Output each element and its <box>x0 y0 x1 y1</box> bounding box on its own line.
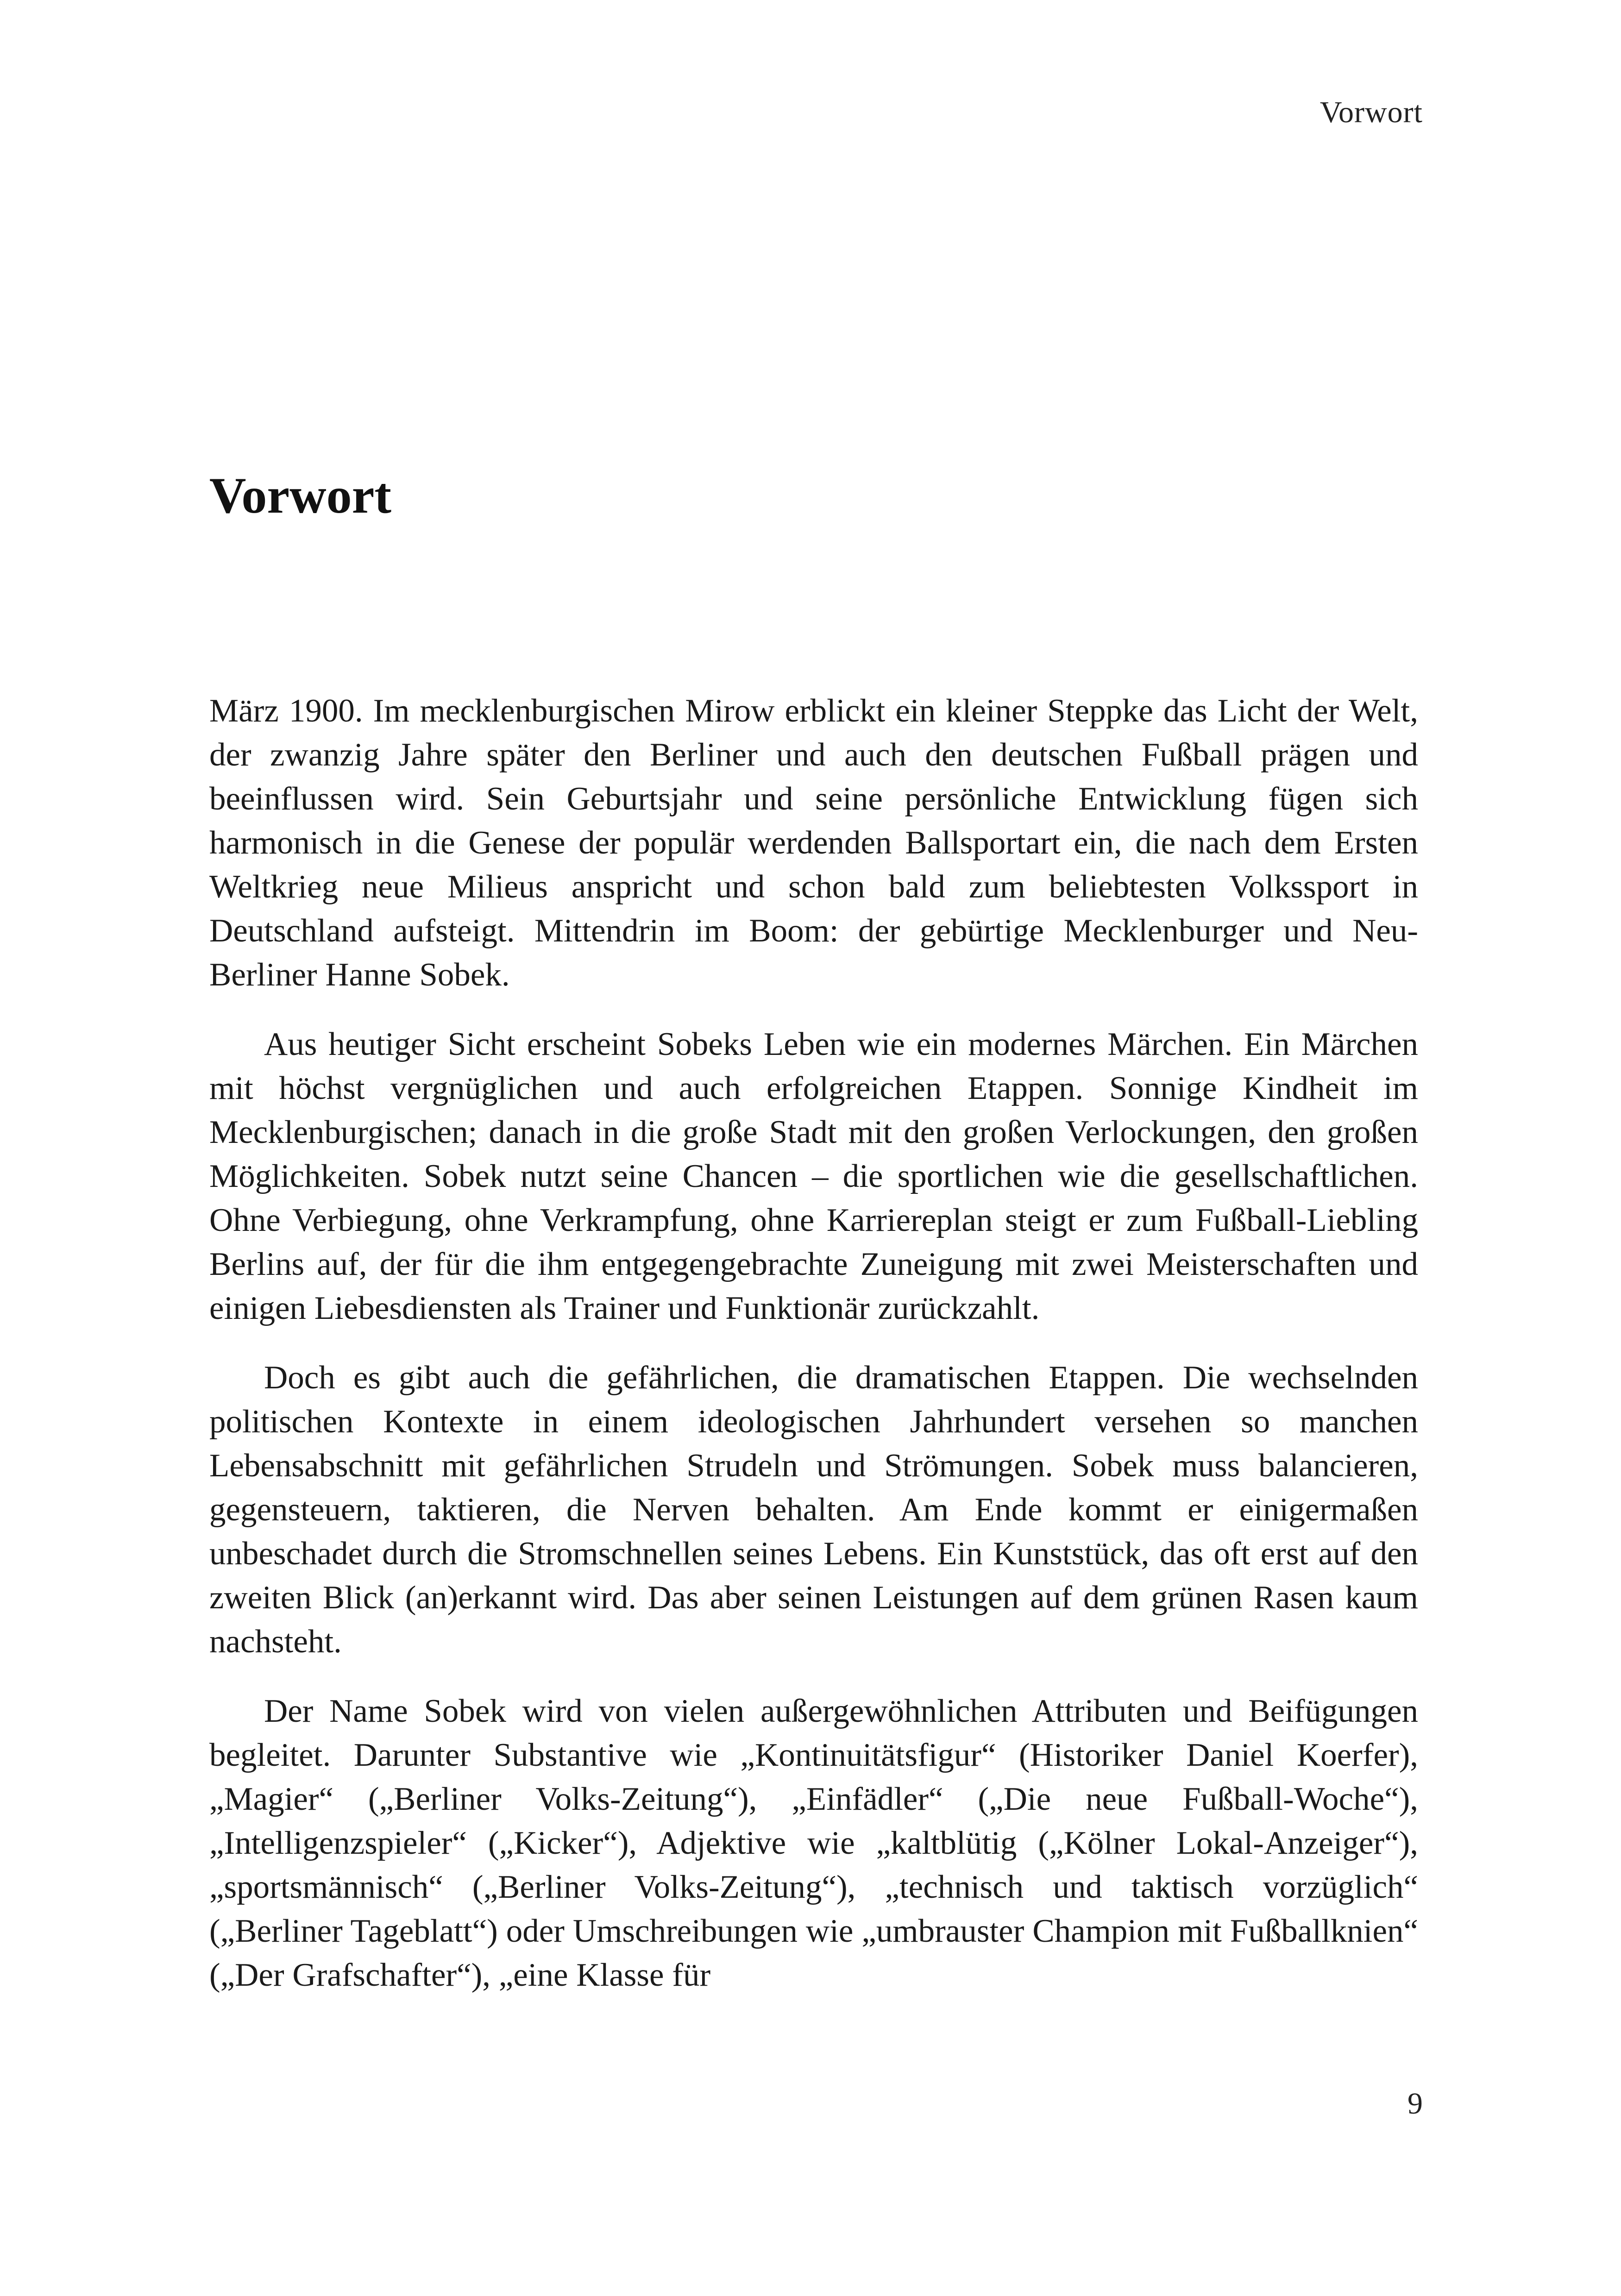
paragraph-1: März 1900. Im mecklenburgischen Mirow erblickt ein kleiner Steppke das Licht der Welt, der zwanzig Jahre später den Berliner und auch den deutschen Fußball prägen und beeinflussen wird. Sein Geburtsjahr und seine persönliche Entwicklung fügen sich harmonisch in die Genese der populär werdenden Ballsportart ein, die nach dem Ersten Weltkrieg neue Milieus anspricht und schon bald zum beliebtesten Volkssport in Deutschland aufsteigt. Mittendrin im Boom: der gebürtige Mecklenburger und Neu-Berliner Hanne Sobek. <box>209 693 1418 993</box>
paragraph-3: Doch es gibt auch die gefährlichen, die dramatischen Etappen. Die wechselnden politischen Kontexte in einem ideologischen Jahrhundert versehen so manchen Lebensabschnitt mit gefährlichen Strudeln und Strömungen. Sobek muss balancieren, gegensteuern, taktieren, die Nerven behalten. Am Ende kommt er einigermaßen unbeschadet durch die Stromschnellen seines Lebens. Ein Kunststück, das oft erst auf den zweiten Blick (an)erkannt wird. Das aber seinen Leistungen auf dem grünen Rasen kaum nachsteht. <box>209 1360 1418 1660</box>
paragraph-4: Der Name Sobek wird von vielen außergewöhnlichen Attributen und Beifügungen begleitet. Darunter Substantive wie „Kontinuitätsfigur“ (Historiker Daniel Koerfer), „Magier“ („Berliner Volks-Zeitung“), „Einfädler“ („Die neue Fußball-Woche“), „Intelligenzspieler“ („Kicker“), Adjektive wie „kaltblütig („Kölner Lokal-Anzeiger“), „sportsmännisch“ („Berliner Volks-Zeitung“), „technisch und taktisch vorzüglich“ („Berliner Tageblatt“) oder Umschreibungen wie „umbrauster Champion mit Fußballknien“ („Der Grafschafter“), „eine Klasse für <box>209 1693 1418 1993</box>
running-header: Vorwort <box>1319 95 1423 129</box>
body-text <box>209 689 1418 2023</box>
paragraph-2: Aus heutiger Sicht erscheint Sobeks Leben wie ein modernes Märchen. Ein Märchen mit höchst vergnüglichen und auch erfolgreichen Etappen. Sonnige Kindheit im Mecklenburgischen; danach in die große Stadt mit den großen Verlockungen, den großen Möglichkeiten. Sobek nutzt seine Chancen – die sportlichen wie die gesellschaftlichen. Ohne Verbiegung, ohne Verkrampfung, ohne Karriereplan steigt er zum Fußball-Liebling Berlins auf, der für die ihm entgegengebrachte Zuneigung mit zwei Meisterschaften und einigen Liebesdiensten als Trainer und Funktionär zurückzahlt. <box>209 1026 1418 1326</box>
chapter-title: Vorwort <box>209 467 392 524</box>
page-number: 9 <box>1407 2087 1423 2120</box>
